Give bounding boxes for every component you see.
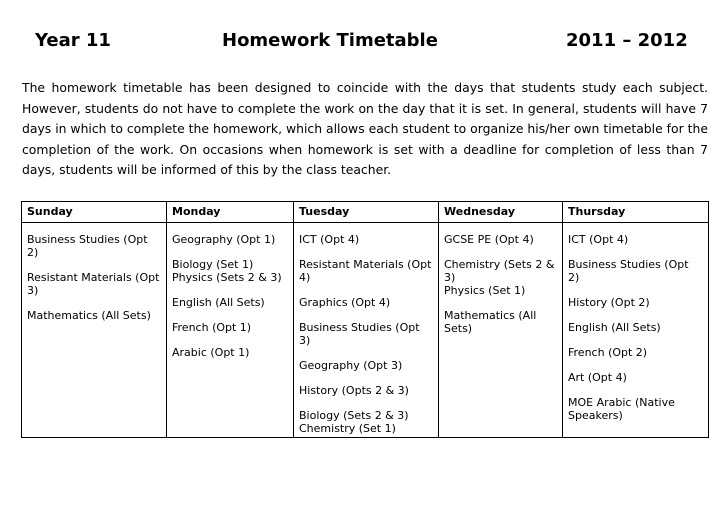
subject-entry: Geography (Opt 1) bbox=[172, 233, 276, 246]
column-header-tuesday: Tuesday bbox=[294, 202, 439, 223]
subject-entry: Physics (Set 1) bbox=[444, 284, 526, 297]
intro-paragraph: The homework timetable has been designed to coincide with the days that students study each subject. However, students do not have to complete the work on the day that it is set. In general, students will have 7 days in which to complete the homework, which allows each student to organize his/her own timetable for the completion of the work. On occasions when homework is set with a deadline for completion of less than 7 days, students will be informed of this by the class teacher. bbox=[22, 80, 708, 177]
monday-cell bbox=[167, 223, 294, 438]
subject-entry: Art (Opt 4) bbox=[568, 371, 627, 384]
subject-entry: Business Studies (Opt 3) bbox=[299, 321, 420, 347]
subject-entry: Arabic (Opt 1) bbox=[172, 346, 250, 359]
subject-entry: GCSE PE (Opt 4) bbox=[444, 233, 534, 246]
subject-entry: MOE Arabic (Native Speakers) bbox=[568, 396, 675, 422]
subject-entry: History (Opt 2) bbox=[568, 296, 650, 309]
subject-entry: Chemistry (Set 1) bbox=[299, 422, 396, 435]
subject-entry: History (Opts 2 & 3) bbox=[299, 384, 409, 397]
page-title: Homework Timetable bbox=[222, 30, 438, 51]
academic-year: 2011 – 2012 bbox=[566, 30, 688, 51]
column-header-wednesday: Wednesday bbox=[439, 202, 563, 223]
subject-entry: Biology (Sets 2 & 3) bbox=[299, 409, 409, 422]
subject-entry: ICT (Opt 4) bbox=[568, 233, 629, 246]
subject-entry: Geography (Opt 3) bbox=[299, 359, 403, 372]
tuesday-cell bbox=[294, 223, 439, 438]
subject-entry: Resistant Materials (Opt 3) bbox=[27, 271, 160, 297]
document-header bbox=[0, 30, 728, 60]
timetable-body-row bbox=[22, 223, 709, 438]
subject-entry: ICT (Opt 4) bbox=[299, 233, 360, 246]
column-header-thursday: Thursday bbox=[563, 202, 709, 223]
subject-entry: Graphics (Opt 4) bbox=[299, 296, 391, 309]
subject-entry: Biology (Set 1) bbox=[172, 258, 254, 271]
subject-entry: Mathematics (All Sets) bbox=[444, 309, 537, 335]
homework-timetable bbox=[21, 201, 709, 438]
year-label: Year 11 bbox=[35, 30, 111, 51]
subject-entry: English (All Sets) bbox=[568, 321, 661, 334]
wednesday-cell bbox=[439, 223, 563, 438]
column-header-monday: Monday bbox=[167, 202, 294, 223]
subject-entry: French (Opt 2) bbox=[568, 346, 648, 359]
column-header-sunday: Sunday bbox=[22, 202, 167, 223]
subject-entry: Chemistry (Sets 2 & 3) bbox=[444, 258, 555, 284]
subject-entry: Resistant Materials (Opt 4) bbox=[299, 258, 432, 284]
timetable-header-row bbox=[22, 202, 709, 223]
subject-entry: French (Opt 1) bbox=[172, 321, 252, 334]
subject-entry: Mathematics (All Sets) bbox=[27, 309, 151, 322]
thursday-cell bbox=[563, 223, 709, 438]
sunday-cell bbox=[22, 223, 167, 438]
subject-entry: Business Studies (Opt 2) bbox=[568, 258, 689, 284]
subject-entry: English (All Sets) bbox=[172, 296, 265, 309]
subject-entry: Business Studies (Opt 2) bbox=[27, 233, 148, 259]
subject-entry: Physics (Sets 2 & 3) bbox=[172, 271, 282, 284]
